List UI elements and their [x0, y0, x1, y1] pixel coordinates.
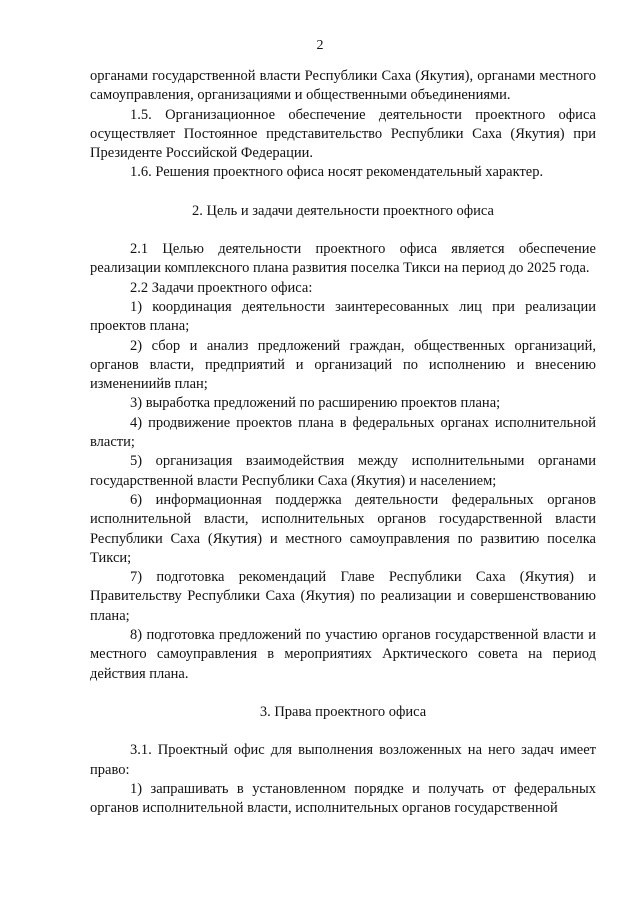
- list-item: 4) продвижение проектов плана в федеральных органах исполнительной власти;: [90, 414, 596, 451]
- list-item: 5) организация взаимодействия между исполнительными органами государственной власти Республики Саха (Якутия) и населением;: [90, 453, 596, 489]
- paragraph-3-1: 3.1. Проектный офис для выполнения возложенных на него задач имеет право:: [90, 742, 596, 778]
- list-item: 1) координация деятельности заинтересованных лиц при реализации проектов плана;: [90, 298, 596, 335]
- list-item: 1) запрашивать в установленном порядке и получать от федеральных органов исполнительной власти, исполнительных органов государственной: [90, 780, 596, 817]
- section-heading-2: 2. Цель и задачи деятельности проектного офиса: [192, 202, 494, 219]
- paragraph-2-1: 2.1 Целью деятельности проектного офиса является обеспечение реализации комплексного плана развития поселка Тикси на период до 2025 года.: [90, 241, 596, 277]
- list-item: 7) подготовка рекомендаций Главе Республики Саха (Якутия) и Правительству Республики Саха (Якутия) по реализации и совершенствованию плана;: [90, 569, 596, 624]
- paragraph-continuation: органами государственной власти Республики Саха (Якутия), органами местного самоуправления, организациями и общественными объединениями.: [90, 68, 596, 104]
- list-item: 8) подготовка предложений по участию органов государственной власти и местного самоуправления в мероприятиях Арктического совета на период действия плана.: [90, 627, 596, 682]
- document-body: [90, 67, 596, 818]
- paragraph-1-6: 1.6. Решения проектного офиса носят рекомендательный характер.: [130, 164, 544, 181]
- list-item: 6) информационная поддержка деятельности федеральных органов исполнительной власти, исполнительных органов государственной власти Республики Саха (Якутия) и местного самоуправления по развитию поселка Тикси;: [90, 491, 596, 566]
- list-item: 2) сбор и анализ предложений граждан, общественных организаций, органов власти, предприятий и организаций по исполнению и внесению изменениийв план;: [90, 337, 596, 393]
- paragraph-2-2: 2.2 Задачи проектного офиса:: [130, 279, 313, 296]
- list-item: 3) выработка предложений по расширению проектов плана;: [130, 395, 501, 412]
- paragraph-1-5: 1.5. Организационное обеспечение деятельности проектного офиса осуществляет Постоянное представительство Республики Саха (Якутия) при Президенте Российской Федерации.: [90, 106, 596, 162]
- section-heading-3: 3. Права проектного офиса: [259, 703, 427, 720]
- page-number: 2: [316, 38, 324, 53]
